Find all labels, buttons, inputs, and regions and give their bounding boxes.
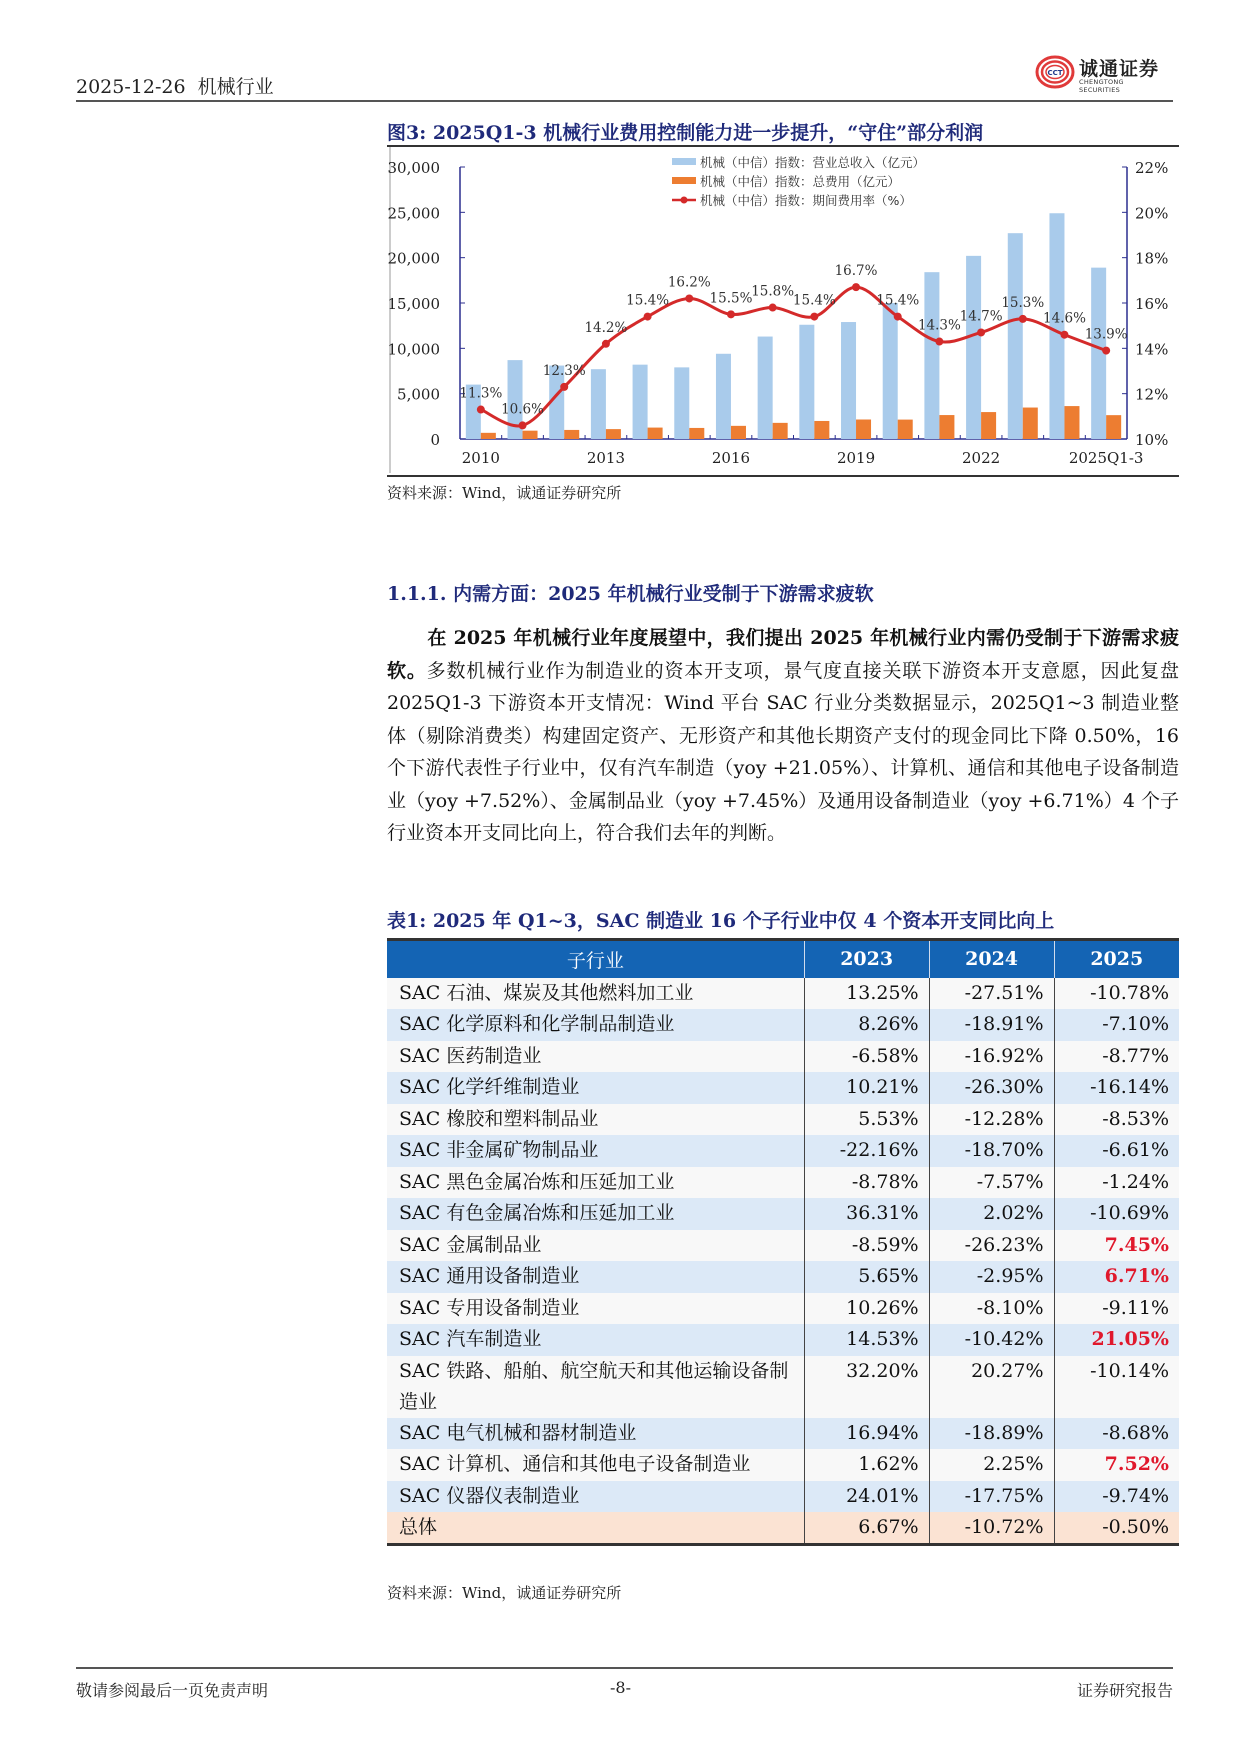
logo-name-cn: 诚通证券 <box>1079 58 1160 80</box>
value-2025: -7.10% <box>1054 1009 1179 1041</box>
svg-text:10%: 10% <box>1135 431 1169 449</box>
table-row <box>387 978 1179 1010</box>
value-2025: -9.74% <box>1054 1481 1179 1513</box>
paragraph-rest: 多数机械行业作为制造业的资本开支项，景气度直接关联下游资本开支意愿，因此复盘 2025Q1-3 下游资本开支情况：Wind 平台 SAC 行业分类数据显示，2025Q1~3 制造业整体（剔除消费类）构建固定资产、无形资产和其他长期资产支付的现金同比下降 0.50%，16 个下游代表性子行业中，仅有汽车制造（yoy +21.05%）、计算机、通信和其他电子设备制造业（yoy +7.52%）、金属制品业（yoy +7.45%）及通用设备制造业（yoy +6.71%）4 个子行业资本开支同比向上，符合我们去年的判断。 <box>387 659 1179 844</box>
svg-text:13.9%: 13.9% <box>1084 326 1128 343</box>
subindustry-name: SAC 铁路、船舶、航空航天和其他运输设备制造业 <box>387 1356 804 1418</box>
svg-text:20%: 20% <box>1135 204 1169 223</box>
value-2025: -8.68% <box>1054 1418 1179 1450</box>
value-2023: 10.26% <box>804 1293 929 1325</box>
svg-text:15.5%: 15.5% <box>709 290 753 307</box>
footer-report-type: 证券研究报告 <box>1076 1681 1173 1700</box>
table-row <box>387 1230 1179 1262</box>
value-2023: -8.78% <box>804 1167 929 1199</box>
value-2025: -10.78% <box>1054 978 1179 1010</box>
subindustry-name: SAC 橡胶和塑料制品业 <box>387 1104 804 1136</box>
table-row <box>387 1041 1179 1073</box>
footer-divider <box>76 1667 1173 1669</box>
svg-text:机械（中信）指数：营业总收入（亿元）: 机械（中信）指数：营业总收入（亿元） <box>700 155 926 170</box>
subindustry-name: SAC 医药制造业 <box>387 1041 804 1073</box>
value-2023: 5.65% <box>804 1261 929 1293</box>
svg-text:12.3%: 12.3% <box>542 362 586 379</box>
svg-text:16%: 16% <box>1135 295 1169 313</box>
table-row <box>387 1104 1179 1136</box>
svg-text:10,000: 10,000 <box>387 340 440 359</box>
value-2024: -12.28% <box>929 1104 1054 1136</box>
svg-text:2022: 2022 <box>962 449 1001 467</box>
svg-text:12%: 12% <box>1135 385 1169 404</box>
value-2024: -8.10% <box>929 1293 1054 1325</box>
value-2024: -18.91% <box>929 1009 1054 1041</box>
col-header-2024: 2024 <box>929 940 1054 978</box>
subindustry-name: SAC 专用设备制造业 <box>387 1293 804 1325</box>
header-divider <box>76 100 1173 102</box>
svg-text:22%: 22% <box>1135 159 1169 177</box>
value-2024: -18.89% <box>929 1418 1054 1450</box>
header-date-industry <box>76 72 274 99</box>
svg-text:14.7%: 14.7% <box>959 308 1003 325</box>
value-2023: 10.21% <box>804 1072 929 1104</box>
page-number: -8- <box>610 1678 631 1697</box>
subindustry-name: SAC 化学纤维制造业 <box>387 1072 804 1104</box>
col-header-2025: 2025 <box>1054 940 1179 978</box>
subindustry-name: SAC 通用设备制造业 <box>387 1261 804 1293</box>
table-row <box>387 1324 1179 1356</box>
table-row <box>387 1293 1179 1325</box>
value-2024: -26.23% <box>929 1230 1054 1262</box>
value-2025: 7.45% <box>1054 1230 1179 1262</box>
subindustry-name: SAC 仪器仪表制造业 <box>387 1481 804 1513</box>
value-2023: 14.53% <box>804 1324 929 1356</box>
value-2024: -7.57% <box>929 1167 1054 1199</box>
svg-text:25,000: 25,000 <box>387 204 440 223</box>
value-2023: 1.62% <box>804 1449 929 1481</box>
svg-text:2019: 2019 <box>836 449 876 467</box>
table-row <box>387 1072 1179 1104</box>
svg-text:18%: 18% <box>1135 249 1169 268</box>
cct-logo-icon <box>1035 54 1075 90</box>
value-2025: -10.14% <box>1054 1356 1179 1418</box>
value-2024: -16.92% <box>929 1041 1054 1073</box>
svg-text:15.3%: 15.3% <box>1001 294 1045 311</box>
table-row <box>387 1167 1179 1199</box>
svg-text:2010: 2010 <box>461 449 500 467</box>
svg-text:机械（中信）指数：总费用（亿元）: 机械（中信）指数：总费用（亿元） <box>700 174 901 189</box>
total-value-2023: 6.67% <box>804 1512 929 1545</box>
total-value-2025: -0.50% <box>1054 1512 1179 1545</box>
table-header-row <box>387 940 1179 978</box>
svg-text:15.4%: 15.4% <box>792 292 836 309</box>
subindustry-name: SAC 有色金属冶炼和压延加工业 <box>387 1198 804 1230</box>
revenue-expense-chart <box>387 147 1179 477</box>
value-2023: 24.01% <box>804 1481 929 1513</box>
svg-text:0: 0 <box>430 431 440 449</box>
paragraph-lead-bold: 在 2025 年机械行业年度展望中，我们提出 2025 年机械行业内需仍受制于下游需求疲软。 <box>387 627 1179 682</box>
value-2024: -27.51% <box>929 978 1054 1010</box>
value-2025: -8.77% <box>1054 1041 1179 1073</box>
combo-chart-svg <box>387 147 1179 475</box>
subindustry-name: SAC 汽车制造业 <box>387 1324 804 1356</box>
value-2023: 5.53% <box>804 1104 929 1136</box>
svg-text:10.6%: 10.6% <box>501 401 544 418</box>
svg-text:5,000: 5,000 <box>397 385 440 404</box>
subindustry-name: SAC 黑色金属冶炼和压延加工业 <box>387 1167 804 1199</box>
subindustry-name: SAC 金属制品业 <box>387 1230 804 1262</box>
value-2024: -26.30% <box>929 1072 1054 1104</box>
value-2023: -6.58% <box>804 1041 929 1073</box>
value-2025: -1.24% <box>1054 1167 1179 1199</box>
table-row <box>387 1198 1179 1230</box>
value-2024: -17.75% <box>929 1481 1054 1513</box>
svg-text:2025Q1-3: 2025Q1-3 <box>1068 449 1144 467</box>
table-row <box>387 1135 1179 1167</box>
figure-title: 图3: 2025Q1-3 机械行业费用控制能力进一步提升，“守住”部分利润 <box>387 122 984 144</box>
value-2023: 8.26% <box>804 1009 929 1041</box>
section-heading: 1.1.1. 内需方面：2025 年机械行业受制于下游需求疲软 <box>387 583 874 605</box>
value-2024: 20.27% <box>929 1356 1054 1418</box>
table-row <box>387 1356 1179 1418</box>
table-row <box>387 1449 1179 1481</box>
value-2025: -10.69% <box>1054 1198 1179 1230</box>
value-2025: 21.05% <box>1054 1324 1179 1356</box>
col-header-subindustry: 子行业 <box>387 940 804 978</box>
subindustry-name: SAC 石油、煤炭及其他燃料加工业 <box>387 978 804 1010</box>
total-label: 总体 <box>387 1512 804 1545</box>
svg-text:15.4%: 15.4% <box>876 292 920 309</box>
table-row <box>387 1009 1179 1041</box>
svg-text:16.2%: 16.2% <box>667 274 711 291</box>
svg-text:14.6%: 14.6% <box>1043 310 1086 327</box>
svg-text:14.3%: 14.3% <box>917 317 961 334</box>
table-total-row <box>387 1512 1179 1545</box>
value-2025: -16.14% <box>1054 1072 1179 1104</box>
value-2023: 36.31% <box>804 1198 929 1230</box>
value-2025: 6.71% <box>1054 1261 1179 1293</box>
svg-text:20,000: 20,000 <box>387 249 440 268</box>
body-paragraph <box>387 622 1179 850</box>
value-2024: -18.70% <box>929 1135 1054 1167</box>
subindustry-name: SAC 计算机、通信和其他电子设备制造业 <box>387 1449 804 1481</box>
svg-text:15.4%: 15.4% <box>626 292 670 309</box>
logo-name-en: CHENGTONG SECURITIES <box>1079 78 1124 94</box>
total-value-2024: -10.72% <box>929 1512 1054 1545</box>
figure-source: 资料来源：Wind，诚通证券研究所 <box>387 484 622 502</box>
table-title: 表1: 2025 年 Q1~3，SAC 制造业 16 个子行业中仅 4 个资本开支同比向上 <box>387 910 1055 932</box>
svg-text:16.7%: 16.7% <box>834 263 878 280</box>
value-2024: 2.25% <box>929 1449 1054 1481</box>
svg-text:2016: 2016 <box>711 449 751 467</box>
capex-table <box>387 938 1179 1546</box>
table-row <box>387 1481 1179 1513</box>
value-2024: -2.95% <box>929 1261 1054 1293</box>
svg-text:15.8%: 15.8% <box>751 283 795 300</box>
value-2023: 16.94% <box>804 1418 929 1450</box>
svg-text:2013: 2013 <box>586 449 625 467</box>
subindustry-name: SAC 电气机械和器材制造业 <box>387 1418 804 1450</box>
footer-disclaimer: 敬请参阅最后一页免责声明 <box>76 1681 269 1700</box>
value-2025: -9.11% <box>1054 1293 1179 1325</box>
svg-text:11.3%: 11.3% <box>459 385 503 402</box>
table-row <box>387 1261 1179 1293</box>
value-2023: 13.25% <box>804 978 929 1010</box>
value-2023: -8.59% <box>804 1230 929 1262</box>
svg-text:30,000: 30,000 <box>387 159 440 177</box>
value-2024: -10.42% <box>929 1324 1054 1356</box>
table-row <box>387 1418 1179 1450</box>
value-2024: 2.02% <box>929 1198 1054 1230</box>
value-2023: -22.16% <box>804 1135 929 1167</box>
figure-bottom-rule <box>387 475 1179 477</box>
table-source: 资料来源：Wind，诚通证券研究所 <box>387 1584 622 1602</box>
col-header-2023: 2023 <box>804 940 929 978</box>
company-logo <box>1035 52 1160 92</box>
svg-text:14%: 14% <box>1135 340 1169 359</box>
report-date: 2025-12-26 <box>76 76 186 98</box>
value-2023: 32.20% <box>804 1356 929 1418</box>
svg-text:CCT: CCT <box>1047 69 1063 77</box>
report-industry: 机械行业 <box>197 76 274 98</box>
value-2025: 7.52% <box>1054 1449 1179 1481</box>
svg-text:14.2%: 14.2% <box>584 319 628 336</box>
subindustry-name: SAC 化学原料和化学制品制造业 <box>387 1009 804 1041</box>
subindustry-name: SAC 非金属矿物制品业 <box>387 1135 804 1167</box>
value-2025: -6.61% <box>1054 1135 1179 1167</box>
value-2025: -8.53% <box>1054 1104 1179 1136</box>
svg-text:机械（中信）指数：期间费用率（%）: 机械（中信）指数：期间费用率（%） <box>700 193 912 208</box>
svg-text:15,000: 15,000 <box>387 295 440 313</box>
